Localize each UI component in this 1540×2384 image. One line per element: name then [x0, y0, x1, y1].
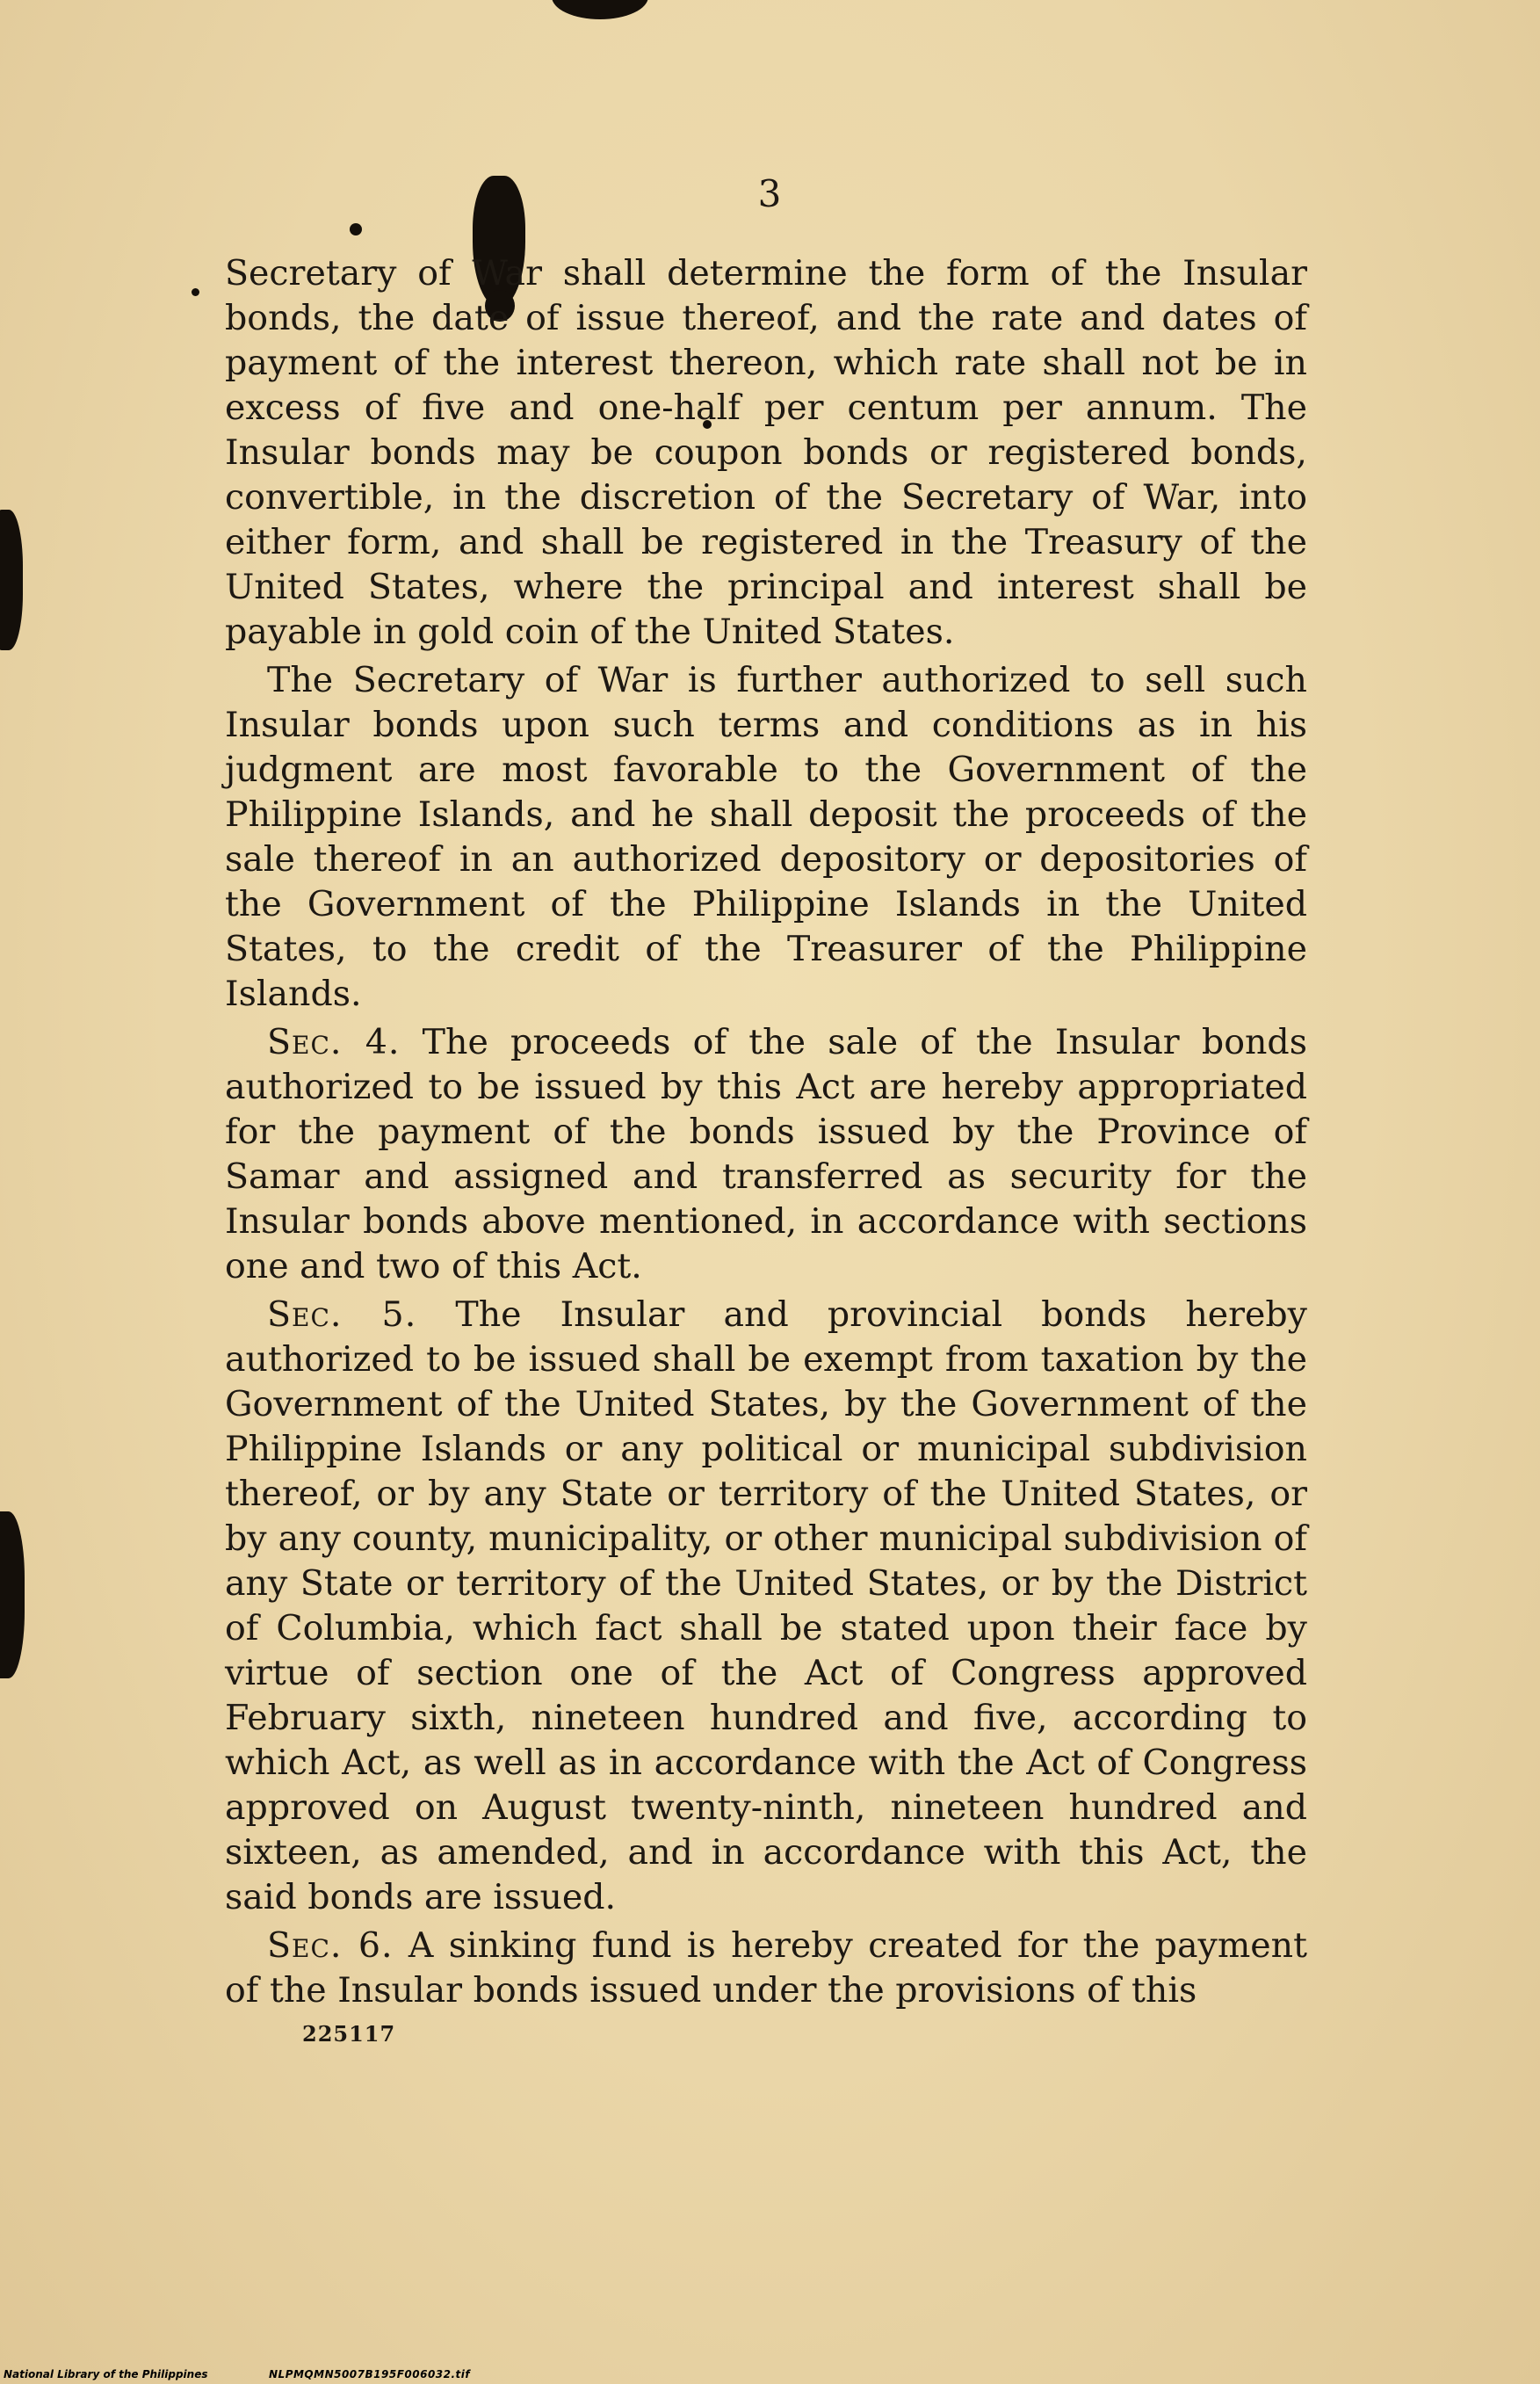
section-label: Sec. 5. — [267, 1294, 417, 1335]
paragraph-sec-4 — [225, 1020, 1307, 1289]
page-number: 3 — [757, 172, 783, 215]
paragraph-text: The Secretary of War is further authorized to sell such Insular bonds upon such terms and conditions as in his judgment are most favorable to the Government of the Philippine Islands, and he shall deposit the proceeds of the sale thereof in an authorized depository or depositories of the Government of the Philippine Islands in the United States, to the credit of the Treasurer of the Philippine Islands. — [225, 660, 1307, 1014]
section-label: Sec. 4. — [267, 1022, 401, 1062]
burn-mark — [552, 0, 648, 19]
paragraph-text: Secretary of War shall determine the form of the Insular bonds, the date of issue thereof, and the rate and dates of payment of the interest thereon, which rate shall not be in excess of five and one-half per centum per annum. The Insular bonds may be coupon bonds or registered bonds, convertible, in the discretion of the Secretary of War, into either form, and shall be registered in the Treasury of the United States, where the principal and interest shall be payable in gold coin of the United States. — [225, 253, 1307, 652]
paragraph-text: A sinking fund is hereby created for the payment of the Insular bonds issued under the provisions of this — [225, 1925, 1307, 2011]
burn-mark — [0, 510, 23, 650]
footer-file-id: NLPMQMN5007B195F006032.tif — [269, 2368, 471, 2380]
burn-mark — [0, 1511, 25, 1678]
paragraph — [225, 251, 1307, 655]
ink-spot — [192, 288, 199, 296]
section-label: Sec. 6. — [267, 1925, 394, 1966]
paragraph — [225, 658, 1307, 1017]
body-text — [225, 251, 1307, 2017]
paragraph-sec-6 — [225, 1924, 1307, 2013]
paragraph-sec-5 — [225, 1293, 1307, 1920]
scan-footer — [0, 2365, 1540, 2384]
print-code: 225117 — [302, 2021, 396, 2047]
footer-library: National Library of the Philippines — [4, 2368, 208, 2380]
ink-spot — [350, 223, 362, 236]
paragraph-text: The Insular and provincial bonds hereby authorized to be issued shall be exempt from taxation by the Government of the United States, by the Government of the Philippine Islands or any political or municipal subdivision thereof, or by any State or territory of the United States, or by any county, municipality, or other municipal subdivision of any State or territory of the United States, or by the District of Columbia, which fact shall be stated upon their face by virtue of section one of the Act of Congress approved February sixth, nineteen hundred and five, according to which Act, as well as in accordance with the Act of Congress approved on August twenty-ninth, nineteen hundred and sixteen, as amended, and in accordance with this Act, the said bonds are issued. — [225, 1294, 1308, 1917]
paragraph-text: The proceeds of the sale of the Insular bonds authorized to be issued by this Act are hereby appropriated for the payment of the bonds issued by the Province of Samar and assigned and transferred as security for the Insular bonds above mentioned, in accordance with sections one and two of this Act. — [225, 1022, 1307, 1286]
